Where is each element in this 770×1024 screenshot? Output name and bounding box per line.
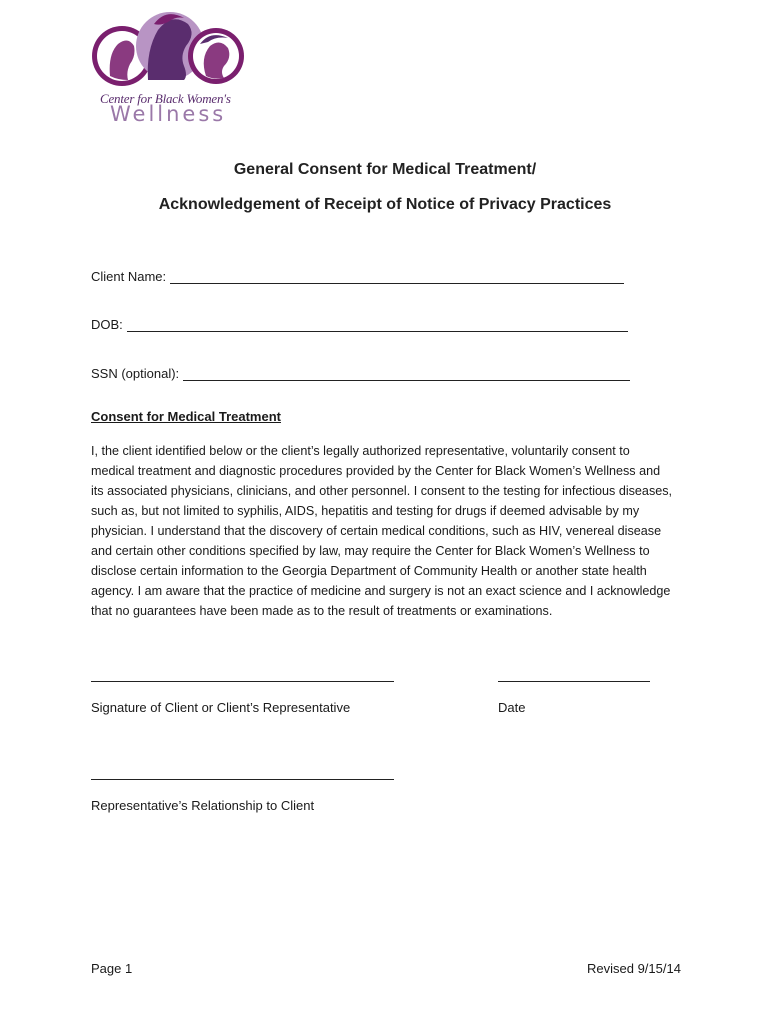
ssn-label: SSN (optional):	[91, 366, 180, 381]
consent-line: and certain other conditions specified by law, may require the Center for Black Women’s Wellness to	[91, 544, 650, 558]
logo-portraits-graphic	[88, 10, 248, 92]
client-name-line[interactable]	[170, 270, 624, 284]
dob-label: DOB:	[91, 317, 123, 332]
ssn-field[interactable]	[91, 361, 630, 381]
consent-line: agency. I am aware that the practice of medicine and surgery is not an exact science and I acknowledge	[91, 584, 671, 598]
client-name-label: Client Name:	[91, 269, 167, 284]
date-line[interactable]	[498, 681, 650, 682]
ssn-line[interactable]	[183, 367, 630, 381]
consent-line: that no guarantees have been made as to the result of treatments or examinations.	[91, 604, 553, 618]
consent-line: I, the client identified below or the client’s legally authorized representative, voluntarily consent to	[91, 444, 630, 458]
consent-heading: Consent for Medical Treatment	[91, 409, 281, 424]
dob-line[interactable]	[127, 318, 628, 332]
signature-line[interactable]	[91, 681, 394, 682]
signature-label: Signature of Client or Client’s Representative	[91, 700, 351, 715]
dob-field[interactable]	[91, 312, 628, 332]
consent-line: disclose certain information to the Georgia Department of Community Health or another state health	[91, 564, 647, 578]
logo-text-line2: Wellness	[110, 102, 227, 126]
revision-date: Revised 9/15/14	[587, 961, 681, 976]
consent-line: such as, but not limited to syphilis, AIDS, hepatitis and testing for drugs if deemed advisable by my	[91, 504, 640, 518]
document-title-line1: General Consent for Medical Treatment/	[233, 161, 537, 178]
consent-line: its associated physicians, clinicians, and other personnel. I consent to the testing for infectious diseases,	[91, 484, 673, 498]
organization-logo	[88, 10, 248, 128]
document-title-line2: Acknowledgement of Receipt of Notice of Privacy Practices	[158, 196, 612, 213]
page-number: Page 1	[91, 961, 133, 976]
relationship-line[interactable]	[91, 779, 394, 780]
consent-line: physician. I understand that the discovery of certain medical conditions, such as HIV, venereal disease	[91, 524, 662, 538]
consent-paragraph	[91, 441, 691, 621]
client-name-field[interactable]	[91, 264, 624, 284]
consent-line: medical treatment and diagnostic procedures provided by the Center for Black Women’s Wellness and	[91, 464, 661, 478]
relationship-label: Representative’s Relationship to Client	[91, 798, 315, 813]
logo-text-line1: Center for Black Women's	[100, 91, 231, 106]
date-label: Date	[498, 700, 526, 715]
